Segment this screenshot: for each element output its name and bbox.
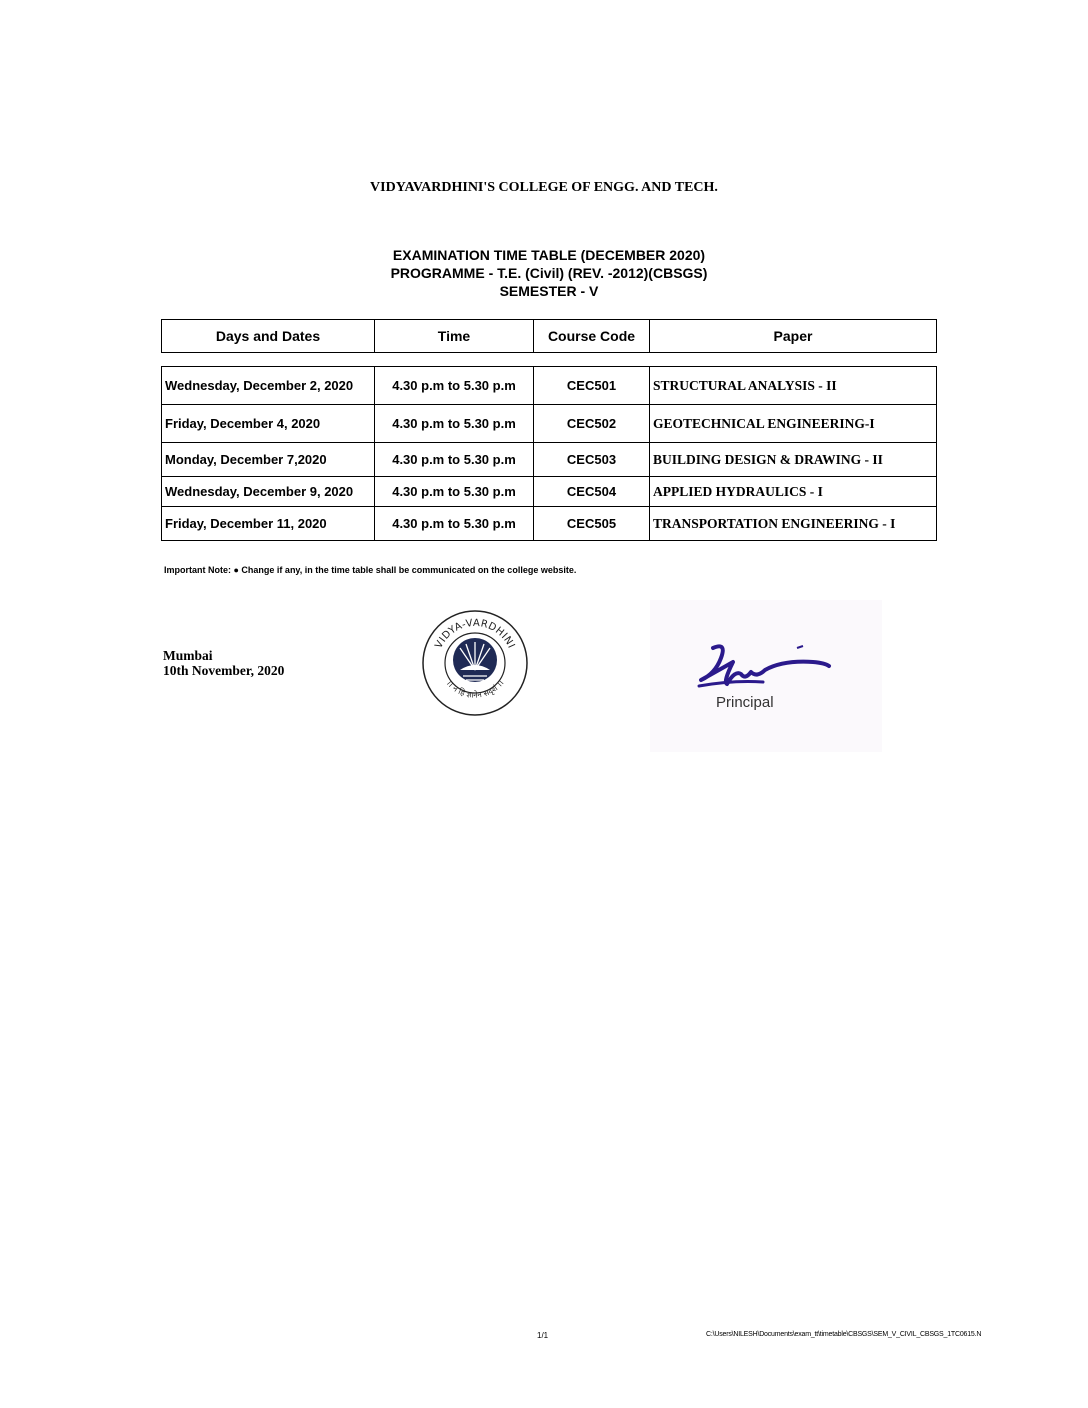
exam-titles <box>0 246 1088 300</box>
college-name: VIDYAVARDHINI'S COLLEGE OF ENGG. AND TECH. <box>370 180 718 195</box>
cell-time: 4.30 p.m to 5.30 p.m <box>375 477 534 507</box>
file-path: C:\Users\NILESH\Documents\exam_tt\timetable\CBSGS\SEM_V_CIVIL_CBSGS_1TC0615.N <box>706 1331 982 1338</box>
college-seal-icon <box>420 608 530 718</box>
important-note: Important Note: ● Change if any, in the time table shall be communicated on the college website. <box>164 565 577 575</box>
signatory-title: Principal <box>716 694 774 711</box>
seal-bottom-text: ।। न हि ज्ञानेन सदृशं ।। <box>444 678 506 700</box>
table-row <box>162 477 937 507</box>
cell-course-code: CEC502 <box>534 405 650 443</box>
cell-paper: APPLIED HYDRAULICS - I <box>650 477 937 507</box>
signature-icon <box>693 640 833 695</box>
cell-date: Friday, December 11, 2020 <box>162 507 375 541</box>
cell-paper: TRANSPORTATION ENGINEERING - I <box>650 507 937 541</box>
semester-title: SEMESTER - V <box>499 283 599 299</box>
cell-paper: GEOTECHNICAL ENGINEERING-I <box>650 405 937 443</box>
cell-course-code: CEC505 <box>534 507 650 541</box>
seal-top-text: VIDYA-VARDHINI <box>433 617 517 651</box>
programme-title: PROGRAMME - T.E. (Civil) (REV. -2012)(CBSGS) <box>390 265 708 281</box>
cell-time: 4.30 p.m to 5.30 p.m <box>375 507 534 541</box>
cell-course-code: CEC504 <box>534 477 650 507</box>
table-row <box>162 405 937 443</box>
table-row <box>162 507 937 541</box>
cell-paper: STRUCTURAL ANALYSIS - II <box>650 367 937 405</box>
cell-date: Wednesday, December 2, 2020 <box>162 367 375 405</box>
cell-course-code: CEC501 <box>534 367 650 405</box>
cell-paper: BUILDING DESIGN & DRAWING - II <box>650 443 937 477</box>
header-days-dates: Days and Dates <box>162 320 375 353</box>
place-date <box>163 648 284 678</box>
timetable <box>161 366 937 541</box>
place: Mumbai <box>163 648 213 663</box>
issue-date: 10th November, 2020 <box>163 663 285 678</box>
header-time: Time <box>375 320 534 353</box>
table-row <box>162 443 937 477</box>
table-row <box>162 367 937 405</box>
cell-time: 4.30 p.m to 5.30 p.m <box>375 405 534 443</box>
cell-course-code: CEC503 <box>534 443 650 477</box>
header-paper: Paper <box>650 320 937 353</box>
cell-date: Wednesday, December 9, 2020 <box>162 477 375 507</box>
cell-date: Friday, December 4, 2020 <box>162 405 375 443</box>
cell-date: Monday, December 7,2020 <box>162 443 375 477</box>
timetable-header <box>161 319 937 353</box>
page-number: 1/1 <box>537 1331 549 1340</box>
cell-time: 4.30 p.m to 5.30 p.m <box>375 367 534 405</box>
cell-time: 4.30 p.m to 5.30 p.m <box>375 443 534 477</box>
exam-title: EXAMINATION TIME TABLE (DECEMBER 2020) <box>392 247 706 263</box>
header-course-code: Course Code <box>534 320 650 353</box>
